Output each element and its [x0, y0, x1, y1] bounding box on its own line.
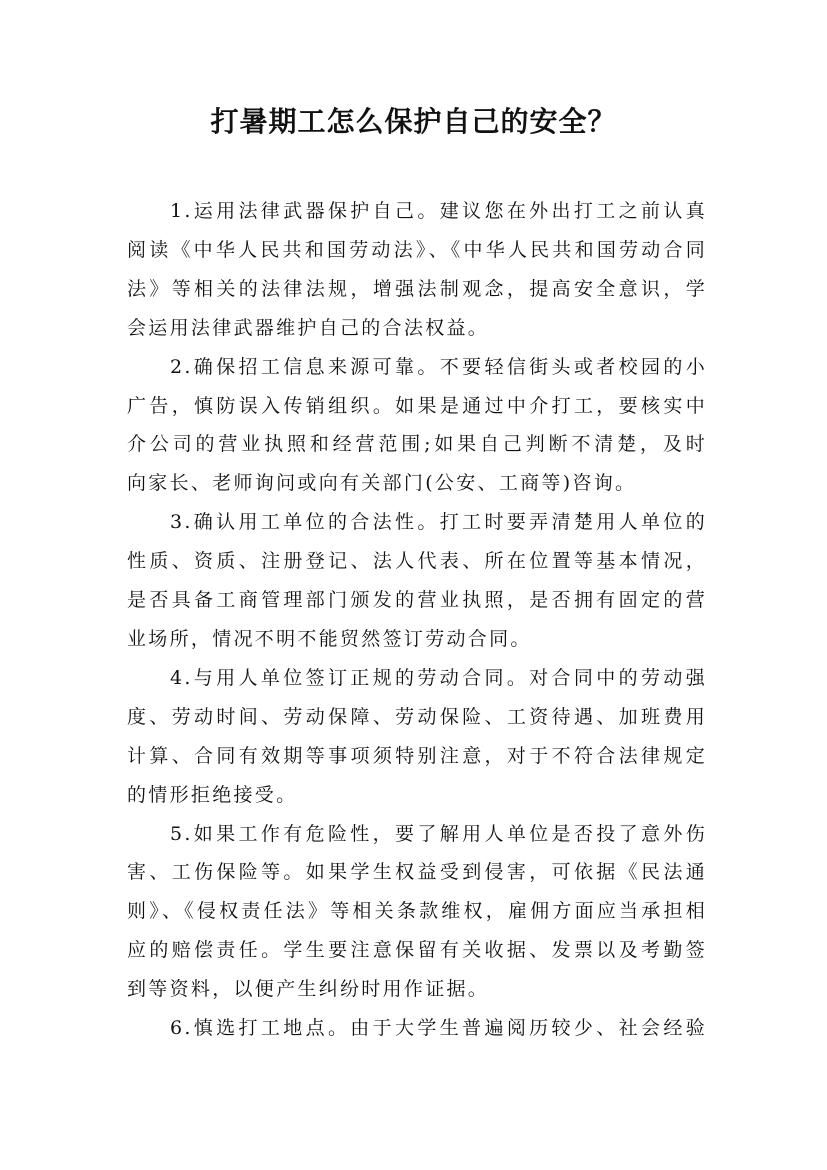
- paragraph-4: [127, 659, 707, 815]
- paragraph-line: 4.与用人单位签订正规的劳动合同。对合同中的劳动强: [170, 666, 707, 689]
- paragraph-line: 害、工伤保险等。如果学生权益受到侵害，可依据《民法通: [127, 861, 707, 884]
- paragraph-line: 阅读《中华人民共和国劳动法》、《中华人民共和国劳动合同: [127, 238, 707, 261]
- paragraph-line: 则》、《侵权责任法》等相关条款维权，雇佣方面应当承担相: [127, 900, 707, 923]
- paragraph-line: 6.慎选打工地点。由于大学生普遍阅历较少、社会经验: [170, 1017, 707, 1040]
- paragraph-3: [127, 503, 707, 659]
- paragraph-line: 的情形拒绝接受。: [127, 783, 298, 806]
- paragraph-line: 1.运用法律武器保护自己。建议您在外出打工之前认真: [170, 200, 707, 222]
- paragraph-5: [127, 815, 707, 1010]
- paragraph-line: 度、劳动时间、劳动保障、劳动保险、工资待遇、加班费用: [127, 705, 707, 728]
- paragraph-line: 3.确认用工单位的合法性。打工时要弄清楚用人单位的: [170, 511, 707, 534]
- paragraph-line: 业场所，情况不明不能贸然签订劳动合同。: [127, 627, 532, 650]
- document-title: 打暑期工怎么保护自己的安全？: [210, 105, 617, 138]
- paragraph-line: 会运用法律武器维护自己的合法权益。: [127, 316, 490, 339]
- paragraph-line: 向家长、老师询问或向有关部门(公安、工商等)咨询。: [127, 472, 637, 495]
- paragraph-line: 广告，慎防误入传销组织。如果是通过中介打工，要核实中: [127, 394, 707, 417]
- paragraph-line: 5.如果工作有危险性，要了解用人单位是否投了意外伤: [170, 822, 707, 845]
- paragraph-2: [127, 348, 707, 504]
- paragraph-line: 是否具备工商管理部门颁发的营业执照，是否拥有固定的营: [127, 589, 707, 612]
- paragraph-6: [127, 1009, 707, 1048]
- document-body: [127, 192, 707, 1048]
- paragraph-1: [127, 192, 707, 348]
- paragraph-line: 计算、合同有效期等事项须特别注意，对于不符合法律规定: [127, 744, 707, 767]
- paragraph-line: 应的赔偿责任。学生要注意保留有关收据、发票以及考勤签: [127, 939, 707, 962]
- paragraph-line: 性质、资质、注册登记、法人代表、所在位置等基本情况，: [127, 550, 707, 573]
- paragraph-line: 法》等相关的法律法规，增强法制观念，提高安全意识，学: [127, 277, 707, 300]
- paragraph-line: 介公司的营业执照和经营范围;如果自己判断不清楚，及时: [127, 433, 707, 456]
- paragraph-line: 2.确保招工信息来源可靠。不要轻信街头或者校园的小: [170, 355, 707, 378]
- paragraph-line: 到等资料，以便产生纠纷时用作证据。: [127, 978, 490, 1001]
